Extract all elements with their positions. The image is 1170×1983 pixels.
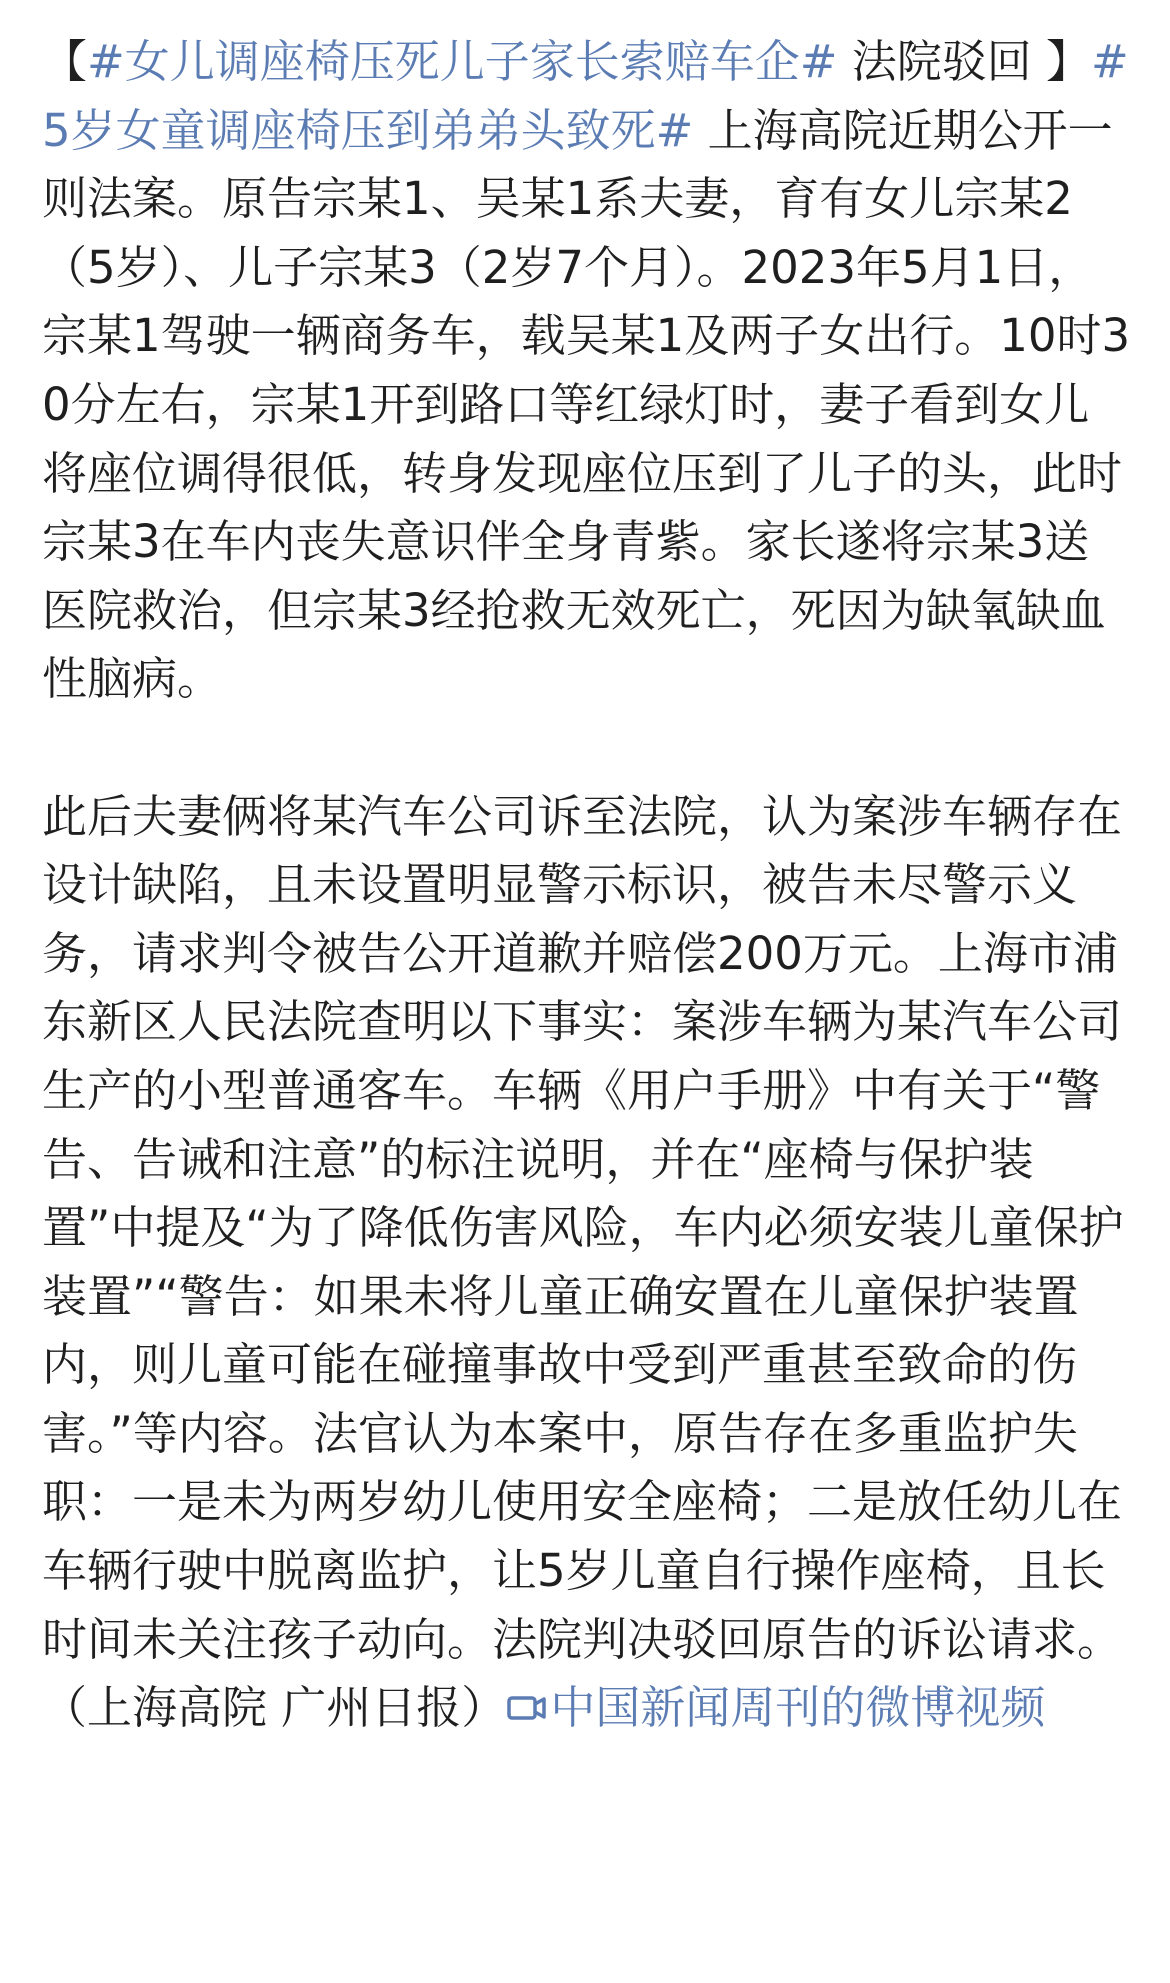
headline-text: 法院驳回 】 — [837, 35, 1092, 88]
bracket-open: 【 — [42, 35, 88, 88]
post-paragraph-2 — [42, 783, 1132, 1743]
weibo-video-link[interactable] — [506, 1681, 1045, 1734]
post-paragraph-1 — [42, 28, 1132, 714]
topic-link-daughter-seat[interactable]: #女儿调座椅压死儿子家长索赔车企# — [87, 35, 838, 88]
topic-link-girl-seat[interactable]: #5岁女童调座椅压到弟弟头致死# — [42, 35, 1129, 157]
video-link-label[interactable]: 中国新闻周刊的微博视频 — [550, 1681, 1046, 1735]
video-link-icon — [506, 1690, 546, 1726]
post-body — [42, 28, 1132, 1743]
paragraph-2-text: 此后夫妻俩将某汽车公司诉至法院，认为案涉车辆存在设计缺陷，且未设置明显警示标识，被告未尽警示义务，请求判令被告公开道歉并赔偿200万元。上海市浦东新区人民法院查明以下事实：案涉车辆为某汽车公司生产的小型普通客车。车辆《用户手册》中有关于“警告、告诫和注意”的标注说明，并在“座椅与保护装置”中提及“为了降低伤害风险，车内必须安装儿童保护装置”“警告：如果未将儿童正确安置在儿童保护装置内，则儿童可能在碰撞事故中受到严重甚至致命的伤害。”等内容。法官认为本案中，原告存在多重监护失职：一是未为两岁幼儿使用安全座椅；二是放任幼儿在车辆行驶中脱离监护，让5岁儿童自行操作座椅，且长时间未关注孩子动向。法院判决驳回原告的诉讼请求。（上海高院 广州日报） — [42, 789, 1124, 1735]
paragraph-1-text: 上海高院近期公开一则法案。原告宗某1、吴某1系夫妻，育有女儿宗某2（5岁）、儿子宗某3（2岁7个月）。2023年5月1日，宗某1驾驶一辆商务车，载吴某1及两子女出行。10时30分左右，宗某1开到路口等红绿灯时，妻子看到女儿将座位调得很低，转身发现座位压到了儿子的头，此时宗某3在车内丧失意识伴全身青紫。家长遂将宗某3送医院救治，但宗某3经抢救无效死亡，死因为缺氧缺血性脑病。 — [42, 103, 1131, 706]
